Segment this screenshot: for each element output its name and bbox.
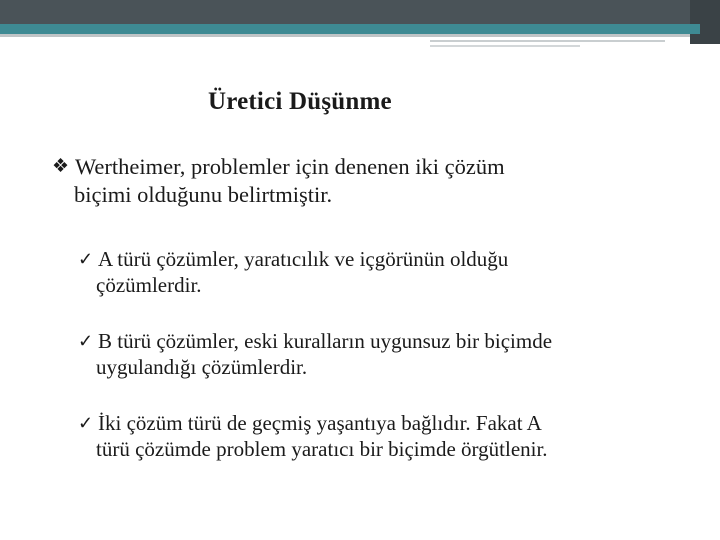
- diamond-bullet-icon: ❖: [52, 156, 70, 177]
- header-accent-line: [430, 40, 665, 42]
- header-corner-block: [690, 0, 720, 44]
- sub-bullet-b-type: [78, 328, 698, 380]
- sub-bullet-line-2: çözümlerdir.: [96, 273, 202, 297]
- header-grey-line: [0, 34, 690, 37]
- header-accent-line-short: [430, 45, 580, 47]
- checkmark-icon: ✓: [78, 331, 94, 351]
- checkmark-icon: ✓: [78, 413, 94, 433]
- sub-bullet-line-2: türü çözümde problem yaratıcı bir biçimde örgütlenir.: [96, 437, 548, 461]
- slide-title: Üretici Düşünme: [208, 88, 392, 115]
- main-bullet-line-2: biçimi olduğunu belirtmiştir.: [74, 182, 333, 207]
- main-bullet: [52, 153, 672, 209]
- sub-bullet-both-types: [78, 410, 698, 462]
- sub-bullet-line-2: uygulandığı çözümlerdir.: [96, 355, 308, 379]
- sub-bullet-a-type: [78, 246, 698, 298]
- sub-bullet-line-1: İki çözüm türü de geçmiş yaşantıya bağlıdır. Fakat A: [98, 411, 542, 435]
- header-teal-stripe: [0, 24, 700, 34]
- main-bullet-line-1: Wertheimer, problemler için denenen iki çözüm: [75, 154, 505, 179]
- sub-bullet-line-1: B türü çözümler, eski kuralların uygunsuz bir biçimde: [98, 329, 553, 353]
- checkmark-icon: ✓: [78, 249, 94, 269]
- sub-bullet-line-1: A türü çözümler, yaratıcılık ve içgörünün olduğu: [98, 247, 509, 271]
- header-dark-band: [0, 0, 720, 24]
